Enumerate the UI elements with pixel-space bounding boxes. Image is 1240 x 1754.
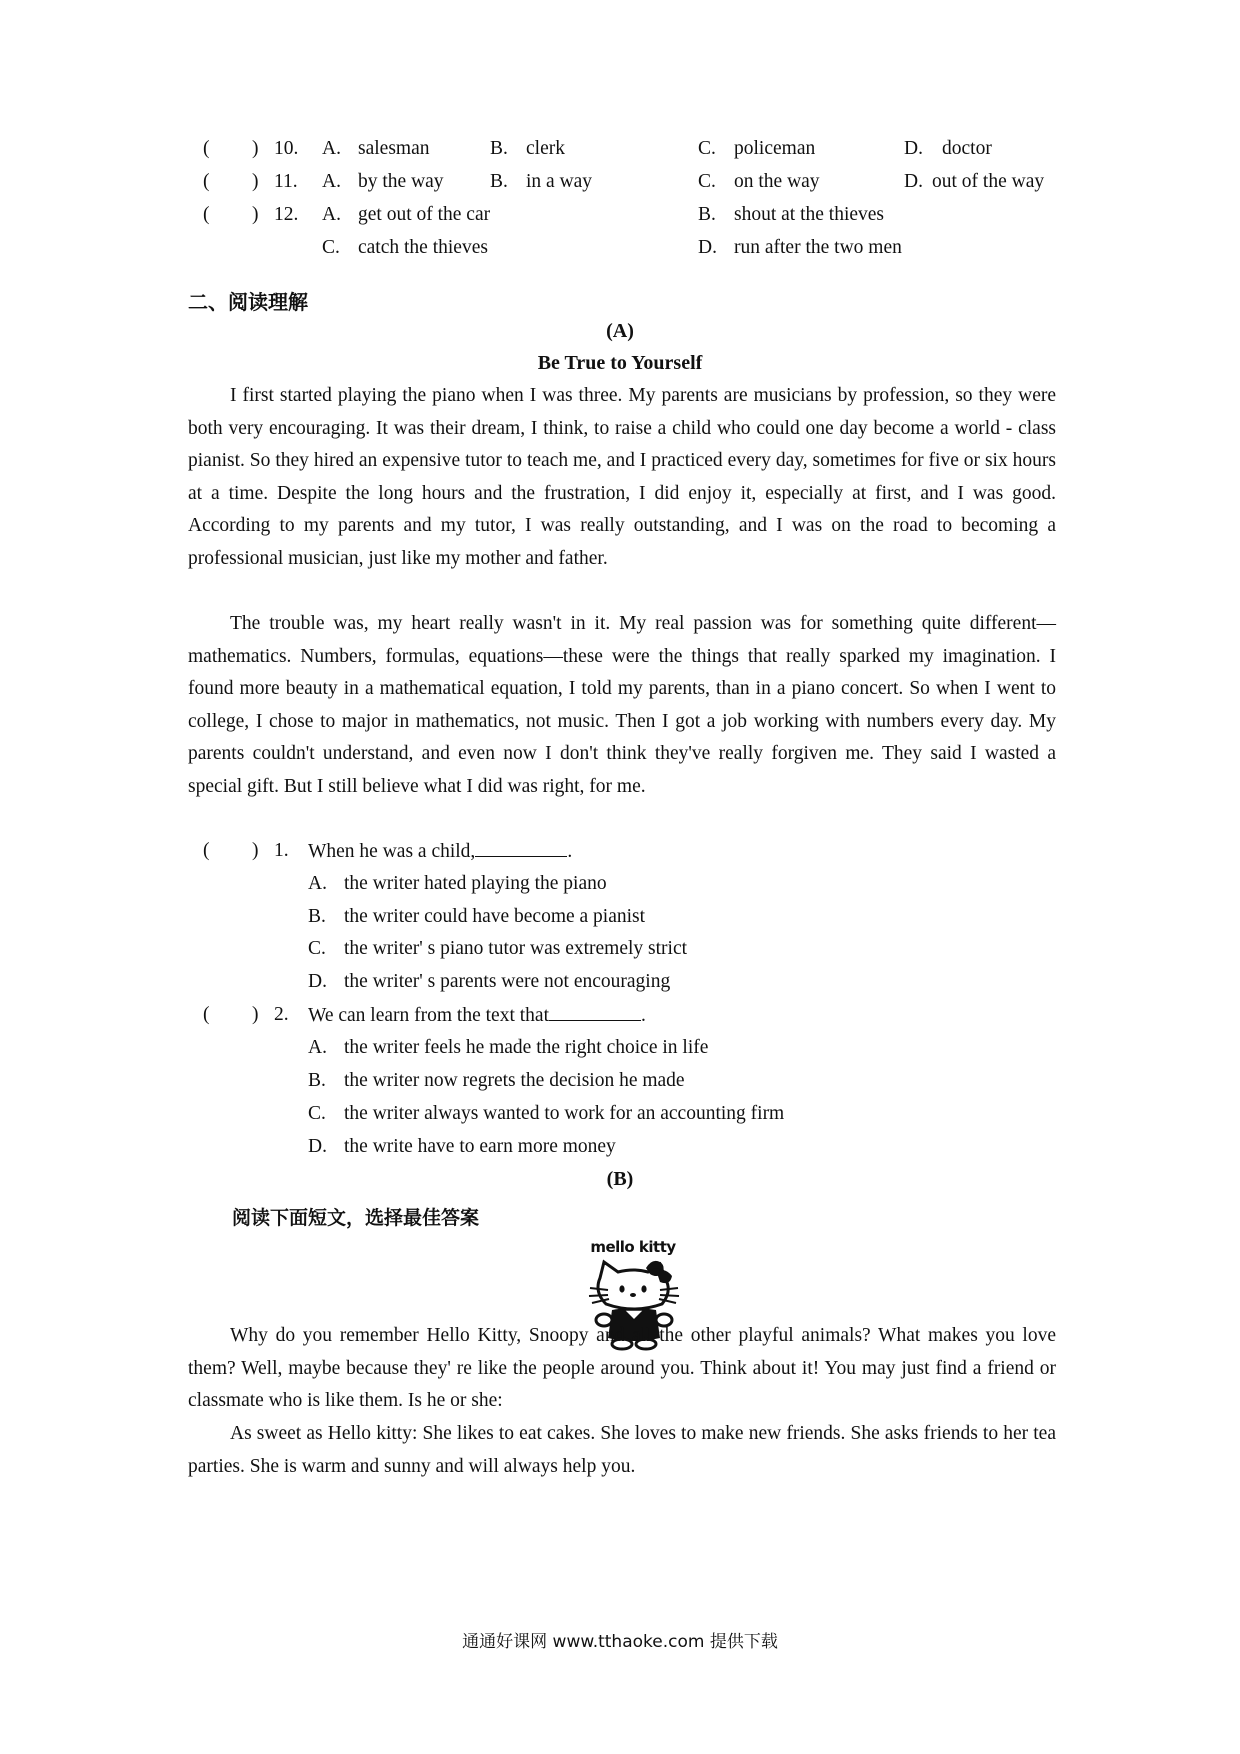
option-letter: C. bbox=[322, 237, 340, 258]
option-letter: B. bbox=[490, 171, 508, 192]
answer-paren-left: ( bbox=[203, 840, 210, 861]
passage-b-instruction: 阅读下面短文，选择最佳答案 bbox=[232, 1207, 480, 1229]
answer-paren-left: ( bbox=[203, 171, 210, 192]
option-row bbox=[0, 1037, 1240, 1067]
cloze-question-12-options-cont bbox=[0, 237, 1240, 267]
option-text: the writer' s piano tutor was extremely strict bbox=[344, 938, 688, 959]
option-letter: B. bbox=[490, 138, 508, 159]
option-text: doctor bbox=[942, 138, 992, 159]
option-letter: A. bbox=[322, 171, 341, 192]
cloze-question-10 bbox=[0, 138, 1240, 168]
question-stem bbox=[308, 1004, 646, 1027]
option-text: clerk bbox=[526, 138, 565, 159]
question-stem bbox=[308, 840, 572, 863]
option-letter: A. bbox=[322, 204, 341, 225]
option-letter: A. bbox=[308, 1037, 327, 1058]
answer-paren-right: ) bbox=[252, 840, 259, 861]
question-number: 12. bbox=[274, 204, 299, 225]
option-row bbox=[0, 906, 1240, 936]
option-text: the writer feels he made the right choice in life bbox=[344, 1037, 709, 1058]
option-letter: B. bbox=[308, 906, 326, 927]
section-title: 二、阅读理解 bbox=[188, 290, 308, 314]
option-text: policeman bbox=[734, 138, 816, 159]
passage-a-paragraph-1 bbox=[188, 380, 1056, 576]
passage-b-label: (B) bbox=[606, 1168, 634, 1190]
answer-paren-right: ) bbox=[252, 138, 259, 159]
option-letter: D. bbox=[308, 971, 327, 992]
option-row bbox=[0, 873, 1240, 903]
option-letter: D. bbox=[698, 237, 717, 258]
passage-b-paragraph-1 bbox=[188, 1320, 1056, 1418]
option-text: the writer' s parents were not encouraging bbox=[344, 971, 671, 992]
paragraph-text: I first started playing the piano when I was three. My parents are musicians by profession, so they were both very encouraging. It was their dream, I think, to raise a child who could one day become a world - class pianist. So they hired an expensive tutor to teach me, and I practiced every day, sometimes for five or six hours at a time. Despite the long hours and the frustration, I did enjoy it, especially at first, and I was good. According to my parents and my tutor, I was really outstanding, and I was on the road to becoming a professional musician, just like my mother and father. bbox=[188, 385, 1056, 569]
option-text: the write have to earn more money bbox=[344, 1136, 616, 1157]
paragraph-text: Why do you remember Hello Kitty, Snoopy and all the other playful animals? What makes you love them? Well, maybe because they' re like the people around you. Think about it! You may just find a friend or classmate who is like them. Is he or she: bbox=[188, 1325, 1056, 1412]
answer-paren-right: ) bbox=[252, 1004, 259, 1025]
reading-question-1 bbox=[0, 840, 1240, 870]
option-letter: A. bbox=[322, 138, 341, 159]
answer-paren-right: ) bbox=[252, 171, 259, 192]
stem-text: When he was a child, bbox=[308, 841, 476, 862]
question-number: 11. bbox=[274, 171, 298, 192]
option-text: in a way bbox=[526, 171, 593, 192]
answer-paren-left: ( bbox=[203, 204, 210, 225]
option-row bbox=[0, 938, 1240, 968]
cloze-question-12 bbox=[0, 204, 1240, 234]
option-text: on the way bbox=[734, 171, 820, 192]
question-number: 2. bbox=[274, 1004, 289, 1025]
option-letter: D. bbox=[308, 1136, 327, 1157]
option-text: out of the way bbox=[932, 171, 1045, 192]
option-text: shout at the thieves bbox=[734, 204, 885, 225]
option-letter: B. bbox=[698, 204, 716, 225]
option-letter: C. bbox=[308, 938, 326, 959]
question-number: 10. bbox=[274, 138, 299, 159]
option-letter: D. bbox=[904, 171, 923, 192]
option-text: run after the two men bbox=[734, 237, 902, 258]
passage-a-paragraph-2 bbox=[188, 608, 1056, 804]
stem-end: . bbox=[641, 1005, 646, 1026]
passage-a-label: (A) bbox=[606, 320, 634, 342]
option-row bbox=[0, 1070, 1240, 1100]
paragraph-text: As sweet as Hello kitty: She likes to eat cakes. She loves to make new friends. She asks friends to her tea parties. She is warm and sunny and will always help you. bbox=[188, 1423, 1056, 1477]
answer-paren-left: ( bbox=[203, 1004, 210, 1025]
paragraph-text: The trouble was, my heart really wasn't in it. My real passion was for something quite different—mathematics. Numbers, formulas, equations—these were the things that really sparked my imagination. I found more beauty in a mathematical equation, I told my parents, than in a piano concert. So when I went to college, I chose to major in mathematics, not music. Then I got a job working with numbers every day. My parents couldn't understand, and even now I don't think they've really forgiven me. They said I wasted a special gift. But I still believe what I did was right, for me. bbox=[188, 613, 1056, 797]
option-text: catch the thieves bbox=[358, 237, 488, 258]
reading-question-2 bbox=[0, 1004, 1240, 1034]
question-number: 1. bbox=[274, 840, 289, 861]
option-text: the writer now regrets the decision he made bbox=[344, 1070, 685, 1091]
stem-text: We can learn from the text that bbox=[308, 1005, 549, 1026]
option-letter: C. bbox=[698, 171, 716, 192]
answer-blank bbox=[549, 1004, 641, 1021]
option-letter: D. bbox=[904, 138, 923, 159]
option-text: the writer could have become a pianist bbox=[344, 906, 646, 927]
cloze-question-11 bbox=[0, 171, 1240, 201]
option-row bbox=[0, 1103, 1240, 1133]
option-letter: B. bbox=[308, 1070, 326, 1091]
option-text: salesman bbox=[358, 138, 430, 159]
option-row bbox=[0, 1136, 1240, 1166]
page-footer: 通通好课网 www.tthaoke.com 提供下载 bbox=[462, 1632, 778, 1652]
image-caption: mello kitty bbox=[590, 1238, 676, 1256]
option-text: by the way bbox=[358, 171, 444, 192]
option-text: the writer always wanted to work for an accounting firm bbox=[344, 1103, 785, 1124]
option-letter: A. bbox=[308, 873, 327, 894]
option-text: get out of the car bbox=[358, 204, 491, 225]
stem-end: . bbox=[567, 841, 573, 862]
answer-paren-left: ( bbox=[203, 138, 210, 159]
option-letter: C. bbox=[308, 1103, 326, 1124]
option-text: the writer hated playing the piano bbox=[344, 873, 607, 894]
passage-b-paragraph-2 bbox=[188, 1418, 1056, 1483]
answer-paren-right: ) bbox=[252, 204, 259, 225]
answer-blank bbox=[475, 840, 567, 857]
option-row bbox=[0, 971, 1240, 1001]
option-letter: C. bbox=[698, 138, 716, 159]
passage-a-title: Be True to Yourself bbox=[537, 352, 703, 374]
